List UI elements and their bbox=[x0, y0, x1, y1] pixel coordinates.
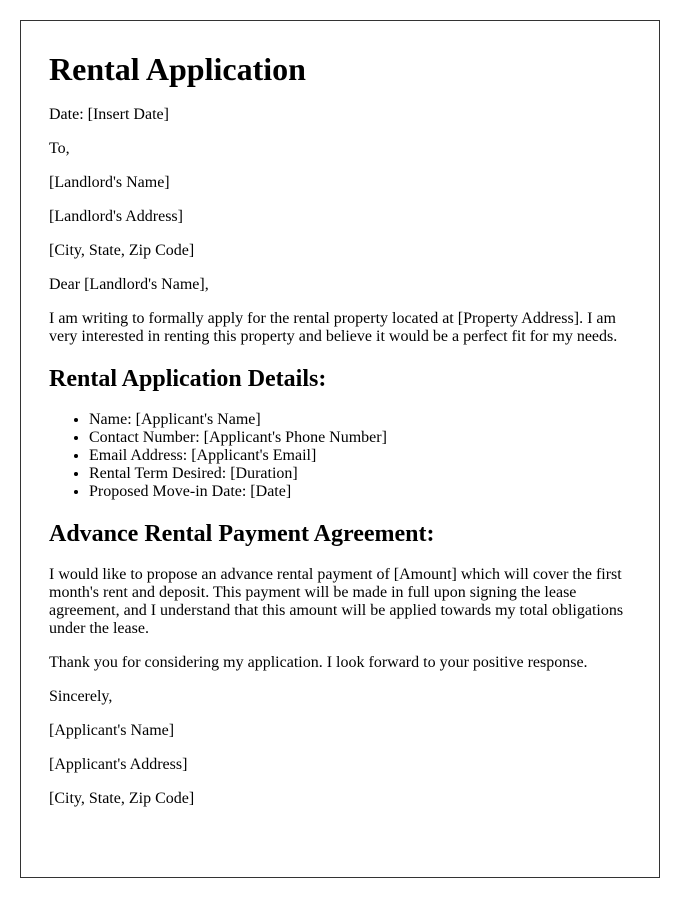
agreement-paragraph: I would like to propose an advance rental payment of [Amount] which will cover the first month's rent and deposit. This payment will be made in full upon signing the lease agreement, and I understand that this amount will be applied towards my total obligations under the lease. bbox=[49, 566, 624, 637]
salutation: Dear [Landlord's Name], bbox=[49, 276, 209, 293]
details-list bbox=[49, 411, 631, 501]
applicant-name: [Applicant's Name] bbox=[49, 722, 175, 739]
list-item: • Name: [Applicant's Name] bbox=[89, 411, 631, 429]
applicant-address: [Applicant's Address] bbox=[49, 756, 188, 773]
to-line: To, bbox=[49, 140, 70, 157]
landlord-name: [Landlord's Name] bbox=[49, 174, 170, 191]
list-item: • Contact Number: [Applicant's Phone Number] bbox=[89, 429, 631, 447]
list-item: • Proposed Move-in Date: [Date] bbox=[89, 483, 631, 501]
details-heading: Rental Application Details: bbox=[49, 366, 327, 392]
letter-page bbox=[20, 20, 660, 878]
page-title: Rental Application bbox=[49, 51, 306, 87]
list-item: • Rental Term Desired: [Duration] bbox=[89, 465, 631, 483]
intro-paragraph: I am writing to formally apply for the rental property located at [Property Address]. I am very interested in renting this property and believe it would be a perfect fit for my needs. bbox=[49, 310, 618, 345]
sign-off: Sincerely, bbox=[49, 688, 113, 705]
landlord-city: [City, State, Zip Code] bbox=[49, 242, 195, 259]
list-item: • Email Address: [Applicant's Email] bbox=[89, 447, 631, 465]
agreement-heading: Advance Rental Payment Agreement: bbox=[49, 521, 435, 547]
landlord-address: [Landlord's Address] bbox=[49, 208, 183, 225]
closing-paragraph: Thank you for considering my application. I look forward to your positive response. bbox=[49, 654, 588, 671]
date-line: Date: [Insert Date] bbox=[49, 106, 169, 123]
applicant-city: [City, State, Zip Code] bbox=[49, 790, 195, 807]
